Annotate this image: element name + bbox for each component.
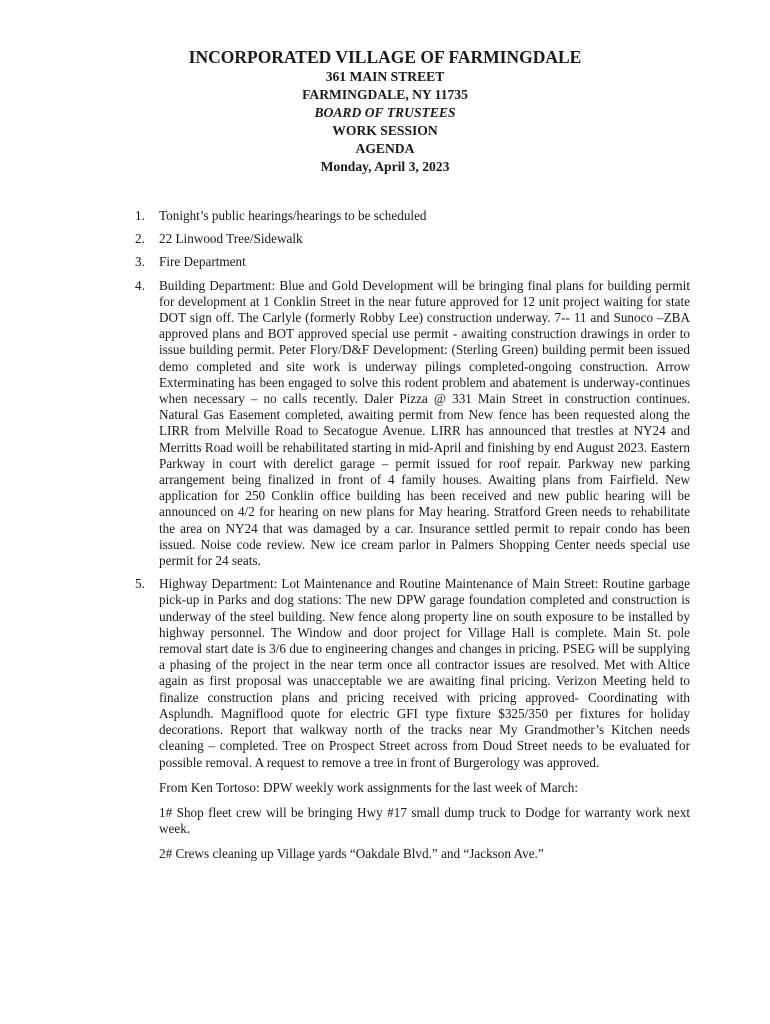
village-title: INCORPORATED VILLAGE OF FARMINGDALE <box>188 47 582 67</box>
agenda-header <box>0 46 770 176</box>
document-type: AGENDA <box>355 141 415 156</box>
item-number: 3. <box>135 254 145 270</box>
city-state-zip: FARMINGDALE, NY 11735 <box>302 87 468 102</box>
session-type: WORK SESSION <box>332 123 438 138</box>
item-number: 4. <box>135 277 145 293</box>
agenda-list <box>135 208 690 870</box>
item-text: 22 Linwood Tree/Sidewalk <box>159 231 303 247</box>
agenda-item <box>135 576 690 862</box>
item-text: Highway Department: Lot Maintenance and Routine Maintenance of Main Street: Routine garbage pick-up in Parks and dog stations: The new DPW garage foundation completed and construction is underway of the steel building. New fence along property line on south exposure to be installed by highway personnel. The Window and door project for Village Hall is complete. Main St. pole removal start date is 3/6 due to engineering changes and changes in pricing. PSEG will be supplying a phasing of the project in the near term once all contractor issues are resolved. Met with Altice again as first proposal was unacceptable we are awaiting final pricing. Verizon Meeting held to finalize construction plans and pricing received with pricing approved- Coordinating with Asplundh. Magniflood quote for electric GFI type fixture $325/350 per fixtures for holiday decorations. Report that walkway north of the tracks near My Grandmother’s Kitchen needs cleaning – completed. Tree on Prospect Street across from Doud Street needs to be evaluated for possible removal. A request to remove a tree in front of Burgerology was approved. <box>159 576 690 770</box>
dpw-assignment-2: 2# Crews cleaning up Village yards “Oakdale Blvd.” and “Jackson Ave.” <box>159 846 544 862</box>
item-text: Building Department: Blue and Gold Development will be bringing final plans for building permit for development at 1 Conklin Street in the near future approved for 12 unit project waiting for state DOT sign off. The Carlyle (formerly Robby Lee) construction underway. 7-- 11 and Sunoco –ZBA approved plans and BOT approved special use permit - awaiting construction drawings in order to issue building permit. Peter Flory/D&F Development: (Sterling Green) building permit been issued demo completed and site work is underway pilings completed-ongoing construction. Arrow Exterminating has been engaged to solve this rodent problem and abatement is underway-continues when necessary – no calls recently. Daler Pizza @ 331 Main Street in construction continues. Natural Gas Easement completed, awaiting permit from New fence has been requested along the LIRR from Melville Road to Secatogue Avenue. LIRR has announced that trestles at NY24 and Merritts Road woill be rehabilitated starting in mid-April and finishing by end August 2023. Eastern Parkway in court with derelict garage – permit issued for roof repair. Parkway new parking arrangement being finalized in front of 4 family houses. Awaiting plans from Fairfield. New application for 250 Conklin office building has been received and new public hearing will be announced on 4/2 for hearing on new plans for May hearing. Stratford Green needs to rehabilitate the area on NY24 that was damaged by a car. Insurance settled permit to repair condo has been issued. Noise code review. New ice cream parlor in Palmers Shopping Center needs special use permit for 24 seats. <box>159 277 690 569</box>
agenda-item <box>135 278 690 570</box>
item-text: Fire Department <box>159 254 246 270</box>
item-text: Tonight’s public hearings/hearings to be scheduled <box>159 208 427 223</box>
agenda-item <box>135 208 690 224</box>
item-number: 2. <box>135 231 145 247</box>
item-number: 1. <box>135 208 145 223</box>
dpw-intro-paragraph: From Ken Tortoso: DPW weekly work assignments for the last week of March: <box>159 779 579 795</box>
agenda-item <box>135 231 690 247</box>
meeting-date: Monday, April 3, 2023 <box>320 159 450 174</box>
dpw-assignment-1: 1# Shop fleet crew will be bringing Hwy #17 small dump truck to Dodge for warranty work next week. <box>159 804 690 837</box>
agenda-item <box>135 254 690 270</box>
item-number: 5. <box>135 576 145 592</box>
board-name: BOARD OF TRUSTEES <box>314 105 456 120</box>
street-address: 361 MAIN STREET <box>325 69 445 84</box>
